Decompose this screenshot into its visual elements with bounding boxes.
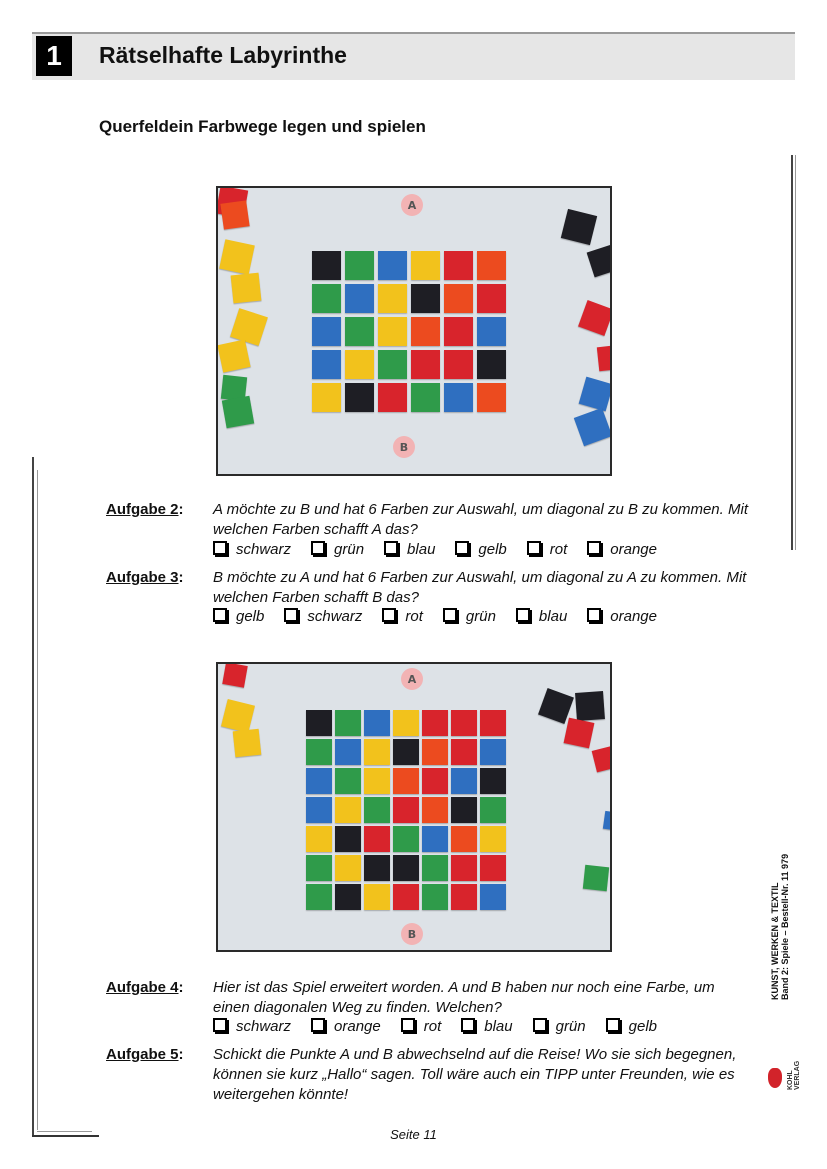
felt-tile xyxy=(411,383,440,412)
option-blau[interactable] xyxy=(516,608,567,625)
felt-tile xyxy=(335,797,361,823)
felt-tile xyxy=(378,317,407,346)
publisher-name: KOHL VERLAG xyxy=(787,1060,801,1090)
option-orange[interactable] xyxy=(587,608,657,625)
task-label: Aufgabe 3: xyxy=(106,569,184,586)
felt-tile xyxy=(335,884,361,910)
option-grün[interactable] xyxy=(533,1018,586,1035)
task-options xyxy=(213,1018,677,1035)
option-rot[interactable] xyxy=(382,608,423,625)
felt-tile xyxy=(480,768,506,794)
publisher-sidebar xyxy=(770,740,790,1000)
felt-tile xyxy=(335,855,361,881)
felt-tile xyxy=(378,350,407,379)
felt-tile xyxy=(587,245,612,278)
option-label: orange xyxy=(610,541,657,558)
option-label: rot xyxy=(549,541,568,558)
option-label: rot xyxy=(405,608,423,625)
checkbox-icon[interactable] xyxy=(382,608,396,622)
task-label: Aufgabe 4: xyxy=(106,979,184,996)
felt-tile xyxy=(364,739,390,765)
checkbox-icon[interactable] xyxy=(311,1018,325,1032)
felt-tile xyxy=(480,884,506,910)
felt-tile xyxy=(477,350,506,379)
task-label: Aufgabe 2: xyxy=(106,501,184,518)
felt-tile xyxy=(231,273,262,304)
felt-tile xyxy=(444,383,473,412)
felt-tile xyxy=(477,317,506,346)
felt-tile xyxy=(477,284,506,313)
felt-tile xyxy=(422,884,448,910)
felt-tile xyxy=(364,710,390,736)
felt-tile xyxy=(335,710,361,736)
checkbox-icon[interactable] xyxy=(533,1018,547,1032)
option-gelb[interactable] xyxy=(606,1018,657,1035)
felt-tile xyxy=(561,209,597,245)
felt-tile xyxy=(444,317,473,346)
felt-tile xyxy=(364,855,390,881)
felt-tile xyxy=(393,826,419,852)
checkbox-icon[interactable] xyxy=(311,541,325,555)
felt-tile xyxy=(451,826,477,852)
left-frame-line-thin xyxy=(37,470,38,1130)
task-text: B möchte zu A und hat 6 Farben zur Auswahl, um diagonal zu A zu kommen. Mit welchen Farben schafft B das? xyxy=(213,569,747,606)
marker-a: A xyxy=(401,668,423,690)
felt-tile xyxy=(603,811,612,831)
felt-tile xyxy=(312,251,341,280)
felt-tile xyxy=(364,884,390,910)
felt-tile xyxy=(564,718,595,749)
checkbox-icon[interactable] xyxy=(443,608,457,622)
felt-tile xyxy=(306,884,332,910)
felt-tile xyxy=(480,739,506,765)
felt-tile xyxy=(393,855,419,881)
felt-tile xyxy=(411,251,440,280)
felt-tile xyxy=(477,383,506,412)
checkbox-icon[interactable] xyxy=(284,608,298,622)
felt-tile xyxy=(335,826,361,852)
option-label: blau xyxy=(407,541,436,558)
felt-tile xyxy=(444,251,473,280)
option-label: schwarz xyxy=(236,541,292,558)
felt-tile xyxy=(575,691,605,721)
felt-tile xyxy=(574,408,612,446)
felt-tile xyxy=(451,768,477,794)
felt-tile xyxy=(444,284,473,313)
felt-tile xyxy=(451,797,477,823)
felt-tile xyxy=(477,251,506,280)
felt-tile xyxy=(393,739,419,765)
felt-tile xyxy=(306,826,332,852)
felt-tile xyxy=(217,339,250,372)
felt-tile xyxy=(451,884,477,910)
felt-tile xyxy=(219,239,255,275)
option-orange[interactable] xyxy=(311,1018,381,1035)
checkbox-icon[interactable] xyxy=(527,541,541,555)
option-label: schwarz xyxy=(236,1018,292,1035)
felt-tile xyxy=(312,284,341,313)
checkbox-icon[interactable] xyxy=(606,1018,620,1032)
option-schwarz[interactable] xyxy=(284,608,362,625)
marker-a: A xyxy=(401,194,423,216)
felt-tile xyxy=(480,710,506,736)
section-subtitle: Querfeldein Farbwege legen und spielen xyxy=(99,117,426,136)
task-label: Aufgabe 5: xyxy=(106,1046,184,1063)
felt-tile xyxy=(411,350,440,379)
felt-tile xyxy=(378,251,407,280)
checkbox-icon[interactable] xyxy=(213,1018,227,1032)
labyrinth-photo-1 xyxy=(216,186,612,476)
labyrinth-photo-2 xyxy=(216,662,612,952)
task-text: Hier ist das Spiel erweitert worden. A und B haben nur noch eine Farbe, um einen diagonalen Weg zu finden. Welchen? xyxy=(213,979,715,1016)
felt-tile xyxy=(306,739,332,765)
right-frame-line-thin xyxy=(795,155,796,550)
felt-tile xyxy=(312,317,341,346)
option-rot[interactable] xyxy=(527,541,568,558)
felt-tile xyxy=(393,768,419,794)
publisher-logo-icon xyxy=(768,1068,782,1088)
felt-tile xyxy=(220,200,249,229)
felt-tile xyxy=(451,710,477,736)
option-label: gelb xyxy=(628,1018,657,1035)
chapter-number: 1 xyxy=(36,36,72,76)
felt-tile xyxy=(592,746,612,773)
option-label: grün xyxy=(555,1018,586,1035)
felt-tile xyxy=(578,300,612,336)
felt-tile xyxy=(422,826,448,852)
option-blau[interactable] xyxy=(461,1018,512,1035)
sidebar-line-1: KUNST, WERKEN & TEXTIL xyxy=(770,882,780,1000)
option-grün[interactable] xyxy=(443,608,496,625)
felt-tile xyxy=(597,345,612,371)
felt-tile xyxy=(345,350,374,379)
felt-tile xyxy=(306,855,332,881)
checkbox-icon[interactable] xyxy=(455,541,469,555)
felt-tile xyxy=(480,855,506,881)
felt-tile xyxy=(422,710,448,736)
option-label: gelb xyxy=(478,541,507,558)
checkbox-icon[interactable] xyxy=(461,1018,475,1032)
checkbox-icon[interactable] xyxy=(516,608,530,622)
felt-tile xyxy=(393,797,419,823)
felt-tile xyxy=(233,729,262,758)
checkbox-icon[interactable] xyxy=(213,541,227,555)
felt-tile xyxy=(579,377,612,412)
felt-tile xyxy=(393,884,419,910)
felt-tile xyxy=(364,826,390,852)
felt-tile xyxy=(422,797,448,823)
option-label: rot xyxy=(423,1018,442,1035)
felt-tile xyxy=(312,350,341,379)
task-text: A möchte zu B und hat 6 Farben zur Auswahl, um diagonal zu B zu kommen. Mit welchen Farben schafft A das? xyxy=(213,501,748,538)
felt-tile xyxy=(422,855,448,881)
task-options xyxy=(213,541,677,558)
felt-tile xyxy=(411,284,440,313)
option-grün[interactable] xyxy=(311,541,364,558)
felt-tile xyxy=(422,739,448,765)
felt-tile xyxy=(345,317,374,346)
option-label: blau xyxy=(538,608,568,625)
felt-tile xyxy=(451,855,477,881)
felt-tile xyxy=(422,768,448,794)
task-text: Schickt die Punkte A und B abwechselnd auf die Reise! Wo sie sich begegnen, können sie kurz „Hallo“ sagen. Toll wäre auch ein TIPP unter Freunden, wie es weitergehen könnte! xyxy=(213,1046,737,1103)
felt-tile xyxy=(378,284,407,313)
felt-tile xyxy=(306,797,332,823)
felt-tile xyxy=(306,768,332,794)
option-label: orange xyxy=(334,1018,381,1035)
felt-tile xyxy=(345,251,374,280)
felt-tile xyxy=(444,350,473,379)
checkbox-icon[interactable] xyxy=(384,541,398,555)
option-label: schwarz xyxy=(307,608,363,625)
checkbox-icon[interactable] xyxy=(213,608,227,622)
felt-tile xyxy=(222,662,247,687)
option-orange[interactable] xyxy=(587,541,657,558)
page-number: Seite 11 xyxy=(390,1127,437,1142)
option-label: gelb xyxy=(236,608,265,625)
checkbox-icon[interactable] xyxy=(587,541,601,555)
felt-tile xyxy=(364,797,390,823)
felt-tile xyxy=(345,383,374,412)
option-label: grün xyxy=(465,608,496,625)
right-frame-line xyxy=(791,155,793,550)
marker-b: B xyxy=(393,436,415,458)
felt-tile xyxy=(411,317,440,346)
felt-tile xyxy=(221,699,255,733)
task-options xyxy=(213,608,677,625)
felt-tile xyxy=(306,710,332,736)
page-title: Rätselhafte Labyrinthe xyxy=(99,42,347,68)
option-gelb[interactable] xyxy=(455,541,506,558)
felt-tile xyxy=(335,768,361,794)
option-rot[interactable] xyxy=(401,1018,442,1035)
felt-tile xyxy=(345,284,374,313)
option-schwarz[interactable] xyxy=(213,541,291,558)
felt-tile xyxy=(451,739,477,765)
felt-tile xyxy=(480,797,506,823)
option-gelb[interactable] xyxy=(213,608,264,625)
checkbox-icon[interactable] xyxy=(401,1018,415,1032)
option-schwarz[interactable] xyxy=(213,1018,291,1035)
felt-tile xyxy=(480,826,506,852)
felt-tile xyxy=(222,396,254,428)
option-label: orange xyxy=(610,608,657,625)
option-label: grün xyxy=(334,541,365,558)
option-label: blau xyxy=(484,1018,513,1035)
checkbox-icon[interactable] xyxy=(587,608,601,622)
option-blau[interactable] xyxy=(384,541,435,558)
felt-tile xyxy=(312,383,341,412)
felt-tile xyxy=(583,865,609,891)
felt-tile xyxy=(364,768,390,794)
felt-tile xyxy=(393,710,419,736)
felt-tile xyxy=(335,739,361,765)
marker-b: B xyxy=(401,923,423,945)
left-frame-line xyxy=(32,457,34,1137)
sidebar-line-2: Band 2: Spiele – Bestell-Nr. 11 979 xyxy=(780,853,790,1000)
felt-tile xyxy=(378,383,407,412)
